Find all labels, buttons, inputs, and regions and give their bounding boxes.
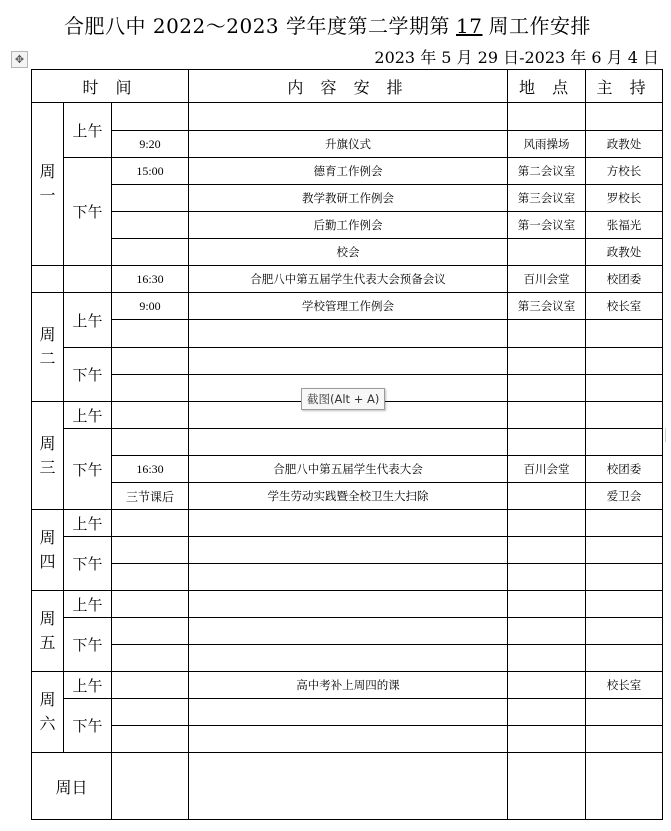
table-row xyxy=(32,158,663,185)
entry-time: 15:00 xyxy=(112,158,189,185)
entry-host: 政教处 xyxy=(586,131,663,158)
table-row xyxy=(32,591,663,618)
entry-host: 校团委 xyxy=(586,456,663,483)
header-host: 主 持 xyxy=(586,70,663,103)
screenshot-tooltip: 截图(Alt + A) xyxy=(301,388,385,410)
day-label-sat: 周六 xyxy=(32,672,64,753)
period-am: 上午 xyxy=(64,293,112,348)
entry-time: 9:00 xyxy=(112,293,189,320)
entry-host: 校长室 xyxy=(586,293,663,320)
week-number: 17 xyxy=(456,14,483,38)
entry-host: 爱卫会 xyxy=(586,483,663,510)
period-pm: 下午 xyxy=(64,618,112,672)
period-pm: 下午 xyxy=(64,158,112,266)
entry-content: 后勤工作例会 xyxy=(189,212,508,239)
move-anchor-icon[interactable]: ✥ xyxy=(11,51,28,68)
period-am: 上午 xyxy=(64,103,112,158)
table-row xyxy=(32,753,663,820)
period-am: 上午 xyxy=(64,510,112,537)
entry-place: 第三会议室 xyxy=(508,185,586,212)
table-row xyxy=(32,510,663,537)
entry-content: 学生劳动实践暨全校卫生大扫除 xyxy=(189,483,508,510)
entry-place: 第三会议室 xyxy=(508,293,586,320)
day-label-thu: 周四 xyxy=(32,510,64,591)
table-row xyxy=(32,185,663,212)
entry-place: 百川会堂 xyxy=(508,266,586,293)
day-label-sun: 周日 xyxy=(32,753,112,820)
day-label-fri: 周五 xyxy=(32,591,64,672)
entry-content: 升旗仪式 xyxy=(189,131,508,158)
entry-time: 16:30 xyxy=(112,266,189,293)
table-row xyxy=(32,131,663,158)
table-row xyxy=(32,456,663,483)
entry-time: 三节课后 xyxy=(112,483,189,510)
entry-host: 校长室 xyxy=(586,672,663,699)
entry-content: 合肥八中第五届学生代表大会 xyxy=(189,456,508,483)
entry-host: 政教处 xyxy=(586,239,663,266)
entry-content: 校会 xyxy=(189,239,508,266)
table-row xyxy=(32,645,663,672)
period-am: 上午 xyxy=(64,672,112,699)
table-row xyxy=(32,429,663,456)
day-label-wed: 周三 xyxy=(32,402,64,510)
period-am: 上午 xyxy=(64,591,112,618)
header-content: 内 容 安 排 xyxy=(189,70,508,103)
entry-host: 张福光 xyxy=(586,212,663,239)
entry-time: 16:30 xyxy=(112,456,189,483)
period-pm: 下午 xyxy=(64,348,112,402)
table-row xyxy=(32,672,663,699)
table-row xyxy=(32,483,663,510)
entry-time: 9:20 xyxy=(112,131,189,158)
table-row xyxy=(32,726,663,753)
entry-place: 第二会议室 xyxy=(508,158,586,185)
period-pm: 下午 xyxy=(64,537,112,591)
table-row xyxy=(32,348,663,375)
entry-content: 高中考补上周四的课 xyxy=(189,672,508,699)
table-row xyxy=(32,320,663,348)
entry-place: 风雨操场 xyxy=(508,131,586,158)
period-am: 上午 xyxy=(64,402,112,429)
entry-host: 罗校长 xyxy=(586,185,663,212)
day-label-tue: 周二 xyxy=(32,293,64,402)
table-row xyxy=(32,293,663,320)
table-row xyxy=(32,212,663,239)
period-pm: 下午 xyxy=(64,699,112,753)
day-label-mon: 周一 xyxy=(32,103,64,266)
entry-content: 德育工作例会 xyxy=(189,158,508,185)
period-pm: 下午 xyxy=(64,429,112,510)
edge-marker xyxy=(665,428,671,442)
table-row xyxy=(32,618,663,645)
table-row xyxy=(32,699,663,726)
table-row xyxy=(32,564,663,591)
header-place: 地 点 xyxy=(508,70,586,103)
entry-place: 百川会堂 xyxy=(508,456,586,483)
entry-content: 学校管理工作例会 xyxy=(189,293,508,320)
table-row xyxy=(32,239,663,266)
table-row xyxy=(32,537,663,564)
entry-content: 合肥八中第五届学生代表大会预备会议 xyxy=(189,266,508,293)
entry-content: 教学教研工作例会 xyxy=(189,185,508,212)
header-time: 时 间 xyxy=(32,70,189,103)
entry-place: 第一会议室 xyxy=(508,212,586,239)
entry-host: 方校长 xyxy=(586,158,663,185)
schedule-table xyxy=(31,69,663,820)
table-row xyxy=(32,266,663,293)
entry-host: 校团委 xyxy=(586,266,663,293)
table-row xyxy=(32,103,663,131)
document-title: 合肥八中 2022～2023 学年度第二学期第 17 周工作安排 xyxy=(64,14,591,38)
date-range: 2023 年 5 月 29 日-2023 年 6 月 4 日 xyxy=(374,48,659,67)
header-row xyxy=(32,70,663,103)
